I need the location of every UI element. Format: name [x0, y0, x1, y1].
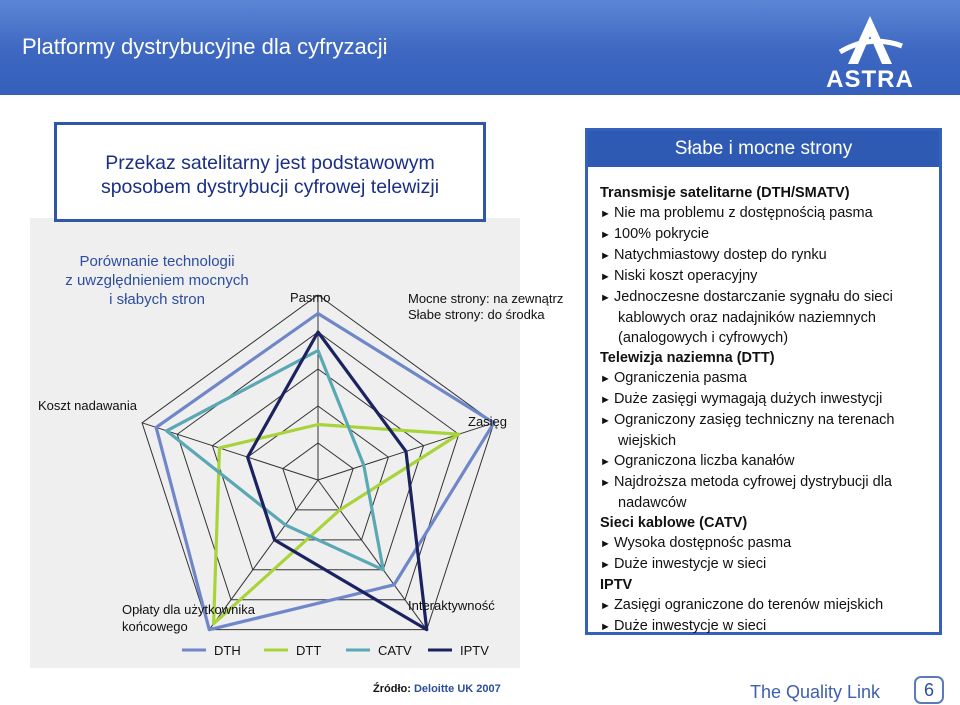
- bullet-line: ► Najdroższa metoda cyfrowej dystrybucji dla: [600, 474, 892, 490]
- panel-content: [600, 183, 935, 637]
- bullet-item: [600, 533, 935, 554]
- subtitle-line-2: z uwzględnieniem mocnych: [65, 272, 249, 289]
- arrow-bullet-icon: ►: [600, 394, 614, 406]
- axis-label: Pasmo: [290, 290, 331, 305]
- arrow-bullet-icon: ►: [600, 538, 614, 550]
- arrow-bullet-icon: ►: [600, 250, 614, 262]
- bullet-item: [600, 616, 935, 637]
- bullet-item: [600, 451, 935, 472]
- axis-label: Zasięg: [468, 414, 508, 429]
- bullet-continuation: (analogowych i cyfrowych): [618, 330, 789, 346]
- bullet-line: ► 100% pokrycie: [600, 226, 710, 242]
- arrow-bullet-icon: ►: [600, 477, 614, 489]
- subtitle-line-1: Porównanie technologii: [79, 253, 235, 270]
- strengths-note-line-1: Mocne strony: na zewnątrz: [408, 291, 564, 306]
- series-iptv-line: [248, 332, 427, 630]
- bullet-item: [600, 595, 935, 616]
- panel-heading: Słabe i mocne strony: [588, 131, 939, 167]
- arrow-bullet-icon: ►: [600, 373, 614, 385]
- bullet-line: ► Zasięgi ograniczone do terenów miejskich: [600, 597, 884, 613]
- bullet-continuation: kablowych oraz nadajników naziemnych: [618, 310, 876, 326]
- bullet-line: ► Ograniczenia pasma: [600, 370, 747, 386]
- arrow-bullet-icon: ►: [600, 271, 614, 283]
- bullet-item: [600, 266, 935, 287]
- arrow-bullet-icon: ►: [600, 208, 614, 220]
- bullet-item: [600, 245, 935, 266]
- legend-label-dtt: DTT: [296, 643, 322, 658]
- source-note: [373, 683, 501, 695]
- arrow-bullet-icon: ►: [600, 456, 614, 468]
- radar-legend: [182, 643, 489, 658]
- bullet-line: ► Niski koszt operacyjny: [600, 268, 758, 284]
- bullet-item: [600, 368, 935, 389]
- bullet-line: ► Natychmiastowy dostep do rynku: [600, 247, 827, 263]
- bullet-line: ► Jednoczesne dostarczanie sygnału do sieci: [600, 289, 893, 305]
- arrow-bullet-icon: ►: [600, 621, 614, 633]
- main-statement-line-2: sposobem dystrybucji cyfrowej telewizji: [100, 176, 440, 198]
- arrow-bullet-icon: ►: [600, 600, 614, 612]
- page-title: Platformy dystrybucyjne dla cyfryzacji: [22, 34, 388, 59]
- legend-label-dth: DTH: [214, 643, 241, 658]
- radar-series: [156, 314, 494, 630]
- arrow-bullet-icon: ►: [600, 292, 614, 304]
- subtitle-line-3: i słabych stron: [109, 291, 205, 308]
- axis-label: Interaktywność: [408, 598, 495, 613]
- astra-logo-text: ASTRA: [826, 66, 914, 93]
- page-number: 6: [914, 676, 944, 704]
- section-title: Transmisje satelitarne (DTH/SMATV): [600, 185, 850, 201]
- radar-axis-labels: [38, 290, 507, 634]
- brand-tagline: The Quality Link: [750, 682, 881, 702]
- series-dth-line: [156, 314, 494, 630]
- bullet-line: ► Wysoka dostępnośc pasma: [600, 535, 792, 551]
- bullet-item: [600, 554, 935, 575]
- source-value: Deloitte UK 2007: [413, 683, 501, 695]
- bullet-continuation: nadawców: [618, 495, 687, 511]
- bullet-line: ► Ograniczony zasięg techniczny na terenach: [600, 412, 895, 428]
- bullet-line: ► Ograniczona liczba kanałów: [600, 453, 795, 469]
- section-title: Telewizja naziemna (DTT): [600, 350, 775, 366]
- bullet-line: ► Duże inwestycje w sieci: [600, 556, 767, 572]
- source-label: Źródło:: [373, 683, 411, 695]
- axis-label: Koszt nadawania: [38, 398, 138, 413]
- bullet-item: [600, 472, 935, 513]
- bullet-line: ► Nie ma problemu z dostępnością pasma: [600, 205, 873, 221]
- arrow-bullet-icon: ►: [600, 559, 614, 571]
- arrow-bullet-icon: ►: [600, 415, 614, 427]
- bullet-item: [600, 203, 935, 224]
- strengths-weaknesses-panel: [585, 128, 942, 635]
- bullet-line: ► Duże zasięgi wymagają dużych inwestycji: [600, 391, 883, 407]
- bullet-line: ► Duże inwestycje w sieci: [600, 618, 767, 634]
- bullet-item: [600, 287, 935, 348]
- bullet-item: [600, 410, 935, 451]
- section-title: IPTV: [600, 577, 633, 593]
- strengths-note-line-2: Słabe strony: do środka: [408, 307, 545, 322]
- section-title: Sieci kablowe (CATV): [600, 515, 748, 531]
- bullet-continuation: wiejskich: [618, 433, 677, 449]
- legend-label-catv: CATV: [378, 643, 412, 658]
- bullet-item: [600, 224, 935, 245]
- arrow-bullet-icon: ►: [600, 229, 614, 241]
- axis-label: Opłaty dla użytkownika końcowego: [122, 602, 255, 634]
- main-statement-line-1: Przekaz satelitarny jest podstawowym: [105, 152, 435, 174]
- bullet-item: [600, 389, 935, 410]
- legend-label-iptv: IPTV: [460, 643, 489, 658]
